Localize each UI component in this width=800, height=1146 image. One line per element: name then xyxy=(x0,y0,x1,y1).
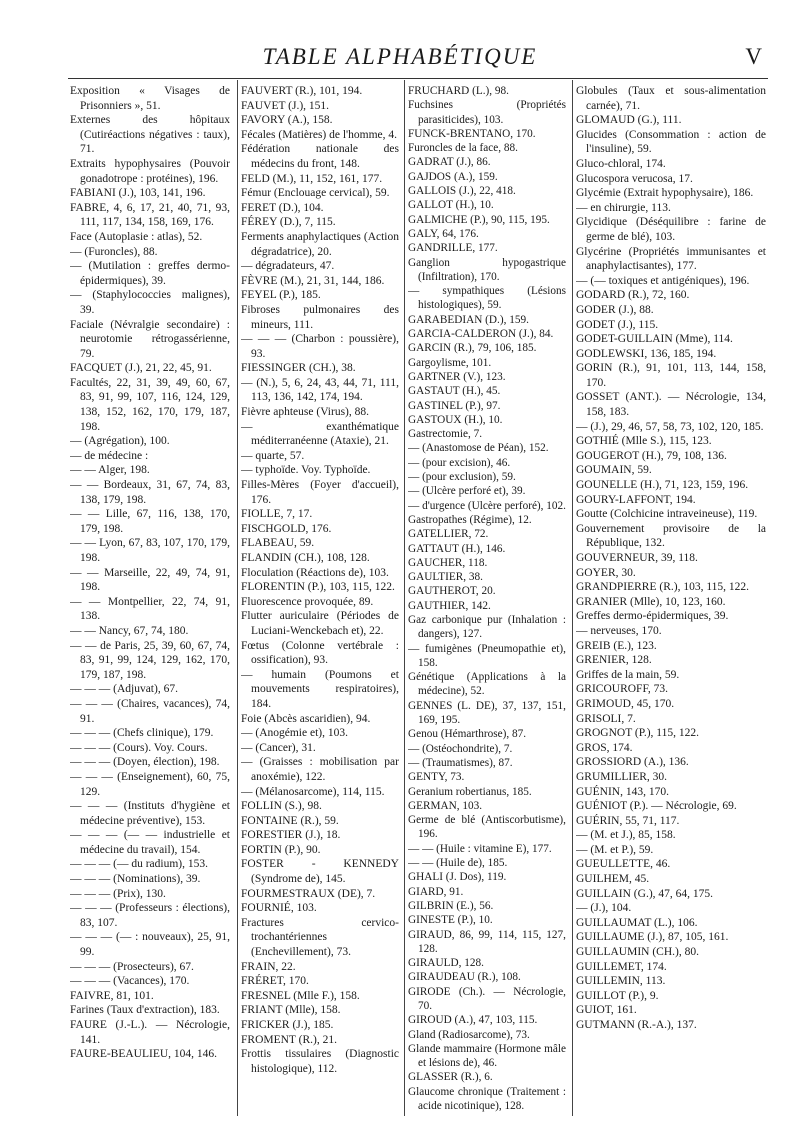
index-entry: — en chirurgie, 113. xyxy=(576,201,671,214)
index-entry: Globules (Taux et sous-alimentation carnée), 71. xyxy=(576,85,766,112)
index-entry: FROMENT (R.), 21. xyxy=(241,1033,337,1046)
index-entry: GODLEWSKI, 136, 185, 194. xyxy=(576,347,717,360)
index-entry: FEYEL (P.), 185. xyxy=(241,289,321,302)
index-entry: — sympathiques (Lésions histologiques), 59. xyxy=(408,285,566,312)
index-entry: Gouvernement provisoire de la République, 132. xyxy=(576,522,766,550)
index-column-3 xyxy=(408,84,566,1116)
index-entry: GLASSER (R.), 6. xyxy=(408,1071,493,1084)
index-entry: — — Lyon, 67, 83, 107, 170, 179, 198. xyxy=(70,537,230,564)
index-entry: — — — (Vacances), 170. xyxy=(70,975,190,988)
index-entry: GODARD (R.), 72, 160. xyxy=(576,289,690,302)
index-entry: GODET (J.), 115. xyxy=(576,318,659,331)
index-entry: GOYER, 30. xyxy=(576,566,636,579)
index-entry: FLANDIN (CH.), 108, 128. xyxy=(241,552,370,564)
index-entry: Geranium robertianus, 185. xyxy=(408,785,532,798)
index-entry: — — — (Chaires, vacances), 74, 91. xyxy=(70,697,230,725)
index-entry: Génétique (Applications à la médecine), 52. xyxy=(408,671,566,698)
index-entry: Fécales (Matières) de l'homme, 4. xyxy=(241,128,397,141)
index-entry: GASTAUT (H.), 45. xyxy=(408,385,501,398)
index-entry: — (J.), 29, 46, 57, 58, 73, 102, 120, 185. xyxy=(576,420,764,433)
index-entry: Externes des hôpitaux (Cutiréactions négatives : taux), 71. xyxy=(70,114,230,156)
index-entry: — (Cancer), 31. xyxy=(241,741,316,754)
index-entry: Glande mammaire (Hormone mâle et lésions de), 46. xyxy=(408,1042,566,1070)
index-entry: — nerveuses, 170. xyxy=(576,624,662,637)
index-entry: GUILLAIN (G.), 47, 64, 175. xyxy=(576,887,714,900)
index-entry: — — — (Doyen, élection), 198. xyxy=(70,756,220,769)
index-entry: GENTY, 73. xyxy=(408,771,465,784)
index-entry: — (M. et P.), 59. xyxy=(576,843,654,856)
index-entry: — (Mutilation : greffes dermo-épidermiques), 39. xyxy=(70,260,230,287)
index-entry: Extraits hypophysaires (Pouvoir gonadotrope : protéines), 196. xyxy=(70,157,230,185)
index-entry: — dégradateurs, 47. xyxy=(241,260,335,273)
index-entry: GOURY-LAFFONT, 194. xyxy=(576,493,696,506)
index-entry: GIRAUDEAU (R.), 108. xyxy=(408,971,521,984)
index-entry: FIOLLE, 7, 17. xyxy=(241,508,313,521)
index-entry: Gargoylisme, 101. xyxy=(408,356,492,369)
header-rule xyxy=(68,78,768,79)
index-entry: GALMICHE (P.), 90, 115, 195. xyxy=(408,213,550,226)
index-entry: Faciale (Névralgie secondaire) : neurotomie rétrogassérienne, 79. xyxy=(70,318,230,360)
index-entry: — — (Huile de), 185. xyxy=(408,857,508,870)
index-entry: — quarte, 57. xyxy=(241,449,305,462)
index-entry: GAUCHER, 118. xyxy=(408,556,488,569)
index-entry: GROGNOT (P.), 115, 122. xyxy=(576,727,699,740)
index-entry: GHALI (J. Dos), 119. xyxy=(408,871,507,884)
index-entry: Gluco-chloral, 174. xyxy=(576,157,666,170)
column-divider xyxy=(237,80,238,1116)
index-entry: Gland (Radiosarcome), 73. xyxy=(408,1028,530,1041)
index-entry: Glucides (Consommation : action de l'insuline), 59. xyxy=(576,128,766,156)
index-entry: GIRODE (Ch.). — Nécrologie, 70. xyxy=(408,985,566,1012)
index-column-1 xyxy=(70,84,230,1116)
index-entry: — (Ostéochondrite), 7. xyxy=(408,742,513,755)
index-entry: — — — (Prix), 130. xyxy=(70,887,166,900)
index-entry: FRICKER (J.), 185. xyxy=(241,1019,334,1031)
index-entry: GRANIER (Mlle), 10, 123, 160. xyxy=(576,595,726,608)
index-entry: GIRAUD, 86, 99, 114, 115, 127, 128. xyxy=(408,928,566,955)
index-entry: Glycémie (Extrait hypophysaire), 186. xyxy=(576,187,754,200)
index-entry: — (Staphylococcies malignes), 39. xyxy=(70,289,230,316)
index-entry: FOLLIN (S.), 98. xyxy=(241,800,322,813)
index-entry: GAULTIER, 38. xyxy=(408,571,483,584)
index-entry: GAUTHEROT, 20. xyxy=(408,585,496,598)
index-entry: FLABEAU, 59. xyxy=(241,537,315,550)
index-entry: — (Traumatismes), 87. xyxy=(408,756,513,769)
index-entry: — — Lille, 67, 116, 138, 170, 179, 198. xyxy=(70,508,230,535)
index-entry: — — (Huile : vitamine E), 177. xyxy=(408,842,552,855)
index-entry: — — — (Enseignement), 60, 75, 129. xyxy=(70,770,230,798)
index-entry: FAUVET (J.), 151. xyxy=(241,99,330,112)
index-entry: — (pour excision), 46. xyxy=(408,456,511,469)
index-entry: GENNES (L. DE), 37, 137, 151, 169, 195. xyxy=(408,699,566,727)
index-entry: — — — (Prosecteurs), 67. xyxy=(70,960,194,973)
index-entry: GOTHIÉ (Mlle S.), 115, 123. xyxy=(576,435,712,448)
index-entry: GOUGEROT (H.), 79, 108, 136. xyxy=(576,449,727,462)
index-entry: — (M. et J.), 85, 158. xyxy=(576,829,676,842)
index-entry: Floculation (Réactions de), 103. xyxy=(241,566,389,579)
index-entry: GALY, 64, 176. xyxy=(408,227,479,240)
index-entry: Furoncles de la face, 88. xyxy=(408,142,518,155)
index-entry: FRIANT (Mlle), 158. xyxy=(241,1004,341,1017)
index-entry: FORESTIER (J.), 18. xyxy=(241,829,341,842)
page-title: TABLE ALPHABÉTIQUE xyxy=(262,44,538,69)
index-entry: FABIANI (J.), 103, 141, 196. xyxy=(70,187,206,200)
index-entry: — (Mélanosarcome), 114, 115. xyxy=(241,785,385,798)
index-entry: Glucospora verucosa, 17. xyxy=(576,172,693,185)
index-entry: FAURE (J.-L.). — Nécrologie, 141. xyxy=(70,1019,230,1046)
index-entry: FELD (M.), 11, 152, 161, 177. xyxy=(241,172,383,185)
index-entry: — — Bordeaux, 31, 67, 74, 83, 138, 179, 198. xyxy=(70,479,230,506)
index-entry: — (Furoncles), 88. xyxy=(70,245,158,258)
index-entry: GUILHEM, 45. xyxy=(576,873,650,886)
index-entry: — — — (Cours). Voy. Cours. xyxy=(70,741,208,754)
index-entry: GRICOUROFF, 73. xyxy=(576,683,669,696)
index-entry: GARCIA-CALDERON (J.), 84. xyxy=(408,328,554,341)
index-entry: GARCIN (R.), 79, 106, 185. xyxy=(408,342,537,355)
index-entry: GUTMANN (R.-A.), 137. xyxy=(576,1019,697,1031)
index-entry: GAJDOS (A.), 159. xyxy=(408,170,498,183)
index-entry: GINESTE (P.), 10. xyxy=(408,914,493,927)
index-entry: Fœtus (Colonne vertébrale : ossification), 93. xyxy=(241,639,399,667)
index-entry: FAVORY (A.), 158. xyxy=(241,114,333,127)
index-entry: GUÉNIN, 143, 170. xyxy=(576,785,669,798)
index-entry: Glycérine (Propriétés immunisantes et anaphylactisantes), 177. xyxy=(576,245,766,273)
index-entry: GOSSET (ANT.). — Nécrologie, 134, 158, 183. xyxy=(576,391,766,419)
index-entry: GATELLIER, 72. xyxy=(408,528,489,541)
index-entry: GUÉRIN, 55, 71, 117. xyxy=(576,814,680,827)
index-entry: GAUTHIER, 142. xyxy=(408,599,491,612)
index-entry: GRANDPIERRE (R.), 103, 115, 122. xyxy=(576,581,750,594)
index-column-2 xyxy=(241,84,399,1116)
index-entry: Gastropathes (Régime), 12. xyxy=(408,513,532,526)
index-entry: GUILLAUMAT (L.), 106. xyxy=(576,916,698,929)
index-entry: — (Anogémie et), 103. xyxy=(241,727,348,740)
index-entry: GIROUD (A.), 47, 103, 115. xyxy=(408,1014,538,1027)
index-entry: Fluorescence provoquée, 89. xyxy=(241,595,374,608)
index-entry: GLOMAUD (G.), 111. xyxy=(576,114,682,127)
index-entry: GREIB (E.), 123. xyxy=(576,639,657,652)
column-divider xyxy=(404,80,405,1116)
index-entry: GROSSIORD (A.), 136. xyxy=(576,756,689,769)
index-entry: Face (Autoplasie : atlas), 52. xyxy=(70,230,203,243)
index-entry: — — — (Nominations), 39. xyxy=(70,873,201,886)
index-entry: — — — (Chefs clinique), 179. xyxy=(70,727,214,740)
index-entry: Facultés, 22, 31, 39, 49, 60, 67, 83, 91, 99, 107, 116, 124, 129, 138, 152, 162, 170, 179, 187, 198. xyxy=(70,376,230,433)
index-entry: — (Graisses : mobilisation par anoxémie), 122. xyxy=(241,756,399,783)
index-entry: — — — (— — industrielle et médecine du travail), 154. xyxy=(70,829,230,856)
index-entry: GIRAULD, 128. xyxy=(408,957,484,970)
index-entry: GORIN (R.), 91, 101, 113, 144, 158, 170. xyxy=(576,362,766,389)
index-entry: FOURNIÉ, 103. xyxy=(241,902,317,915)
index-entry: Farines (Taux d'extraction), 183. xyxy=(70,1004,220,1017)
index-entry: GUEULLETTE, 46. xyxy=(576,858,671,871)
index-entry: GERMAN, 103. xyxy=(408,799,483,812)
index-entry: GUILLAUMIN (CH.), 80. xyxy=(576,946,699,959)
index-entry: GIARD, 91. xyxy=(408,885,464,898)
index-entry: FLORENTIN (P.), 103, 115, 122. xyxy=(241,581,395,594)
index-entry: — (N.), 5, 6, 24, 43, 44, 71, 111, 113, 136, 142, 174, 194. xyxy=(241,376,399,404)
index-entry: FUNCK-BRENTANO, 170. xyxy=(408,127,536,140)
index-entry: FOSTER - KENNEDY (Syndrome de), 145. xyxy=(241,858,399,886)
index-entry: — — — (— : nouveaux), 25, 91, 99. xyxy=(70,931,230,959)
index-entry: FONTAINE (R.), 59. xyxy=(241,814,339,827)
index-entry: Fièvre aphteuse (Virus), 88. xyxy=(241,406,370,419)
index-entry: Genou (Hémarthrose), 87. xyxy=(408,728,527,741)
index-entry: GOUNELLE (H.), 71, 123, 159, 196. xyxy=(576,479,749,492)
index-entry: — exanthématique méditerranéenne (Ataxie), 21. xyxy=(241,420,399,448)
index-entry: — (Anastomose de Péan), 152. xyxy=(408,442,549,455)
index-entry: FIESSINGER (CH.), 38. xyxy=(241,362,356,375)
index-entry: FORTIN (P.), 90. xyxy=(241,843,321,856)
index-entry: — — Alger, 198. xyxy=(70,464,150,477)
index-entry: GUIOT, 161. xyxy=(576,1004,637,1017)
index-entry: FOURMESTRAUX (DE), 7. xyxy=(241,887,376,900)
index-entry: Glaucome chronique (Traitement : acide nicotinique), 128. xyxy=(408,1085,566,1113)
index-entry: — (J.), 104. xyxy=(576,902,632,915)
index-entry: FABRE, 4, 6, 17, 21, 40, 71, 93, 111, 117, 134, 158, 169, 176. xyxy=(70,201,230,229)
index-entry: — — — (Professeurs : élections), 83, 107. xyxy=(70,902,230,929)
index-entry: Ganglion hypogastrique (Infiltration), 170. xyxy=(408,256,566,283)
index-entry: — — — (Adjuvat), 67. xyxy=(70,683,178,696)
index-entry: — humain (Poumons et mouvements respiratoires), 184. xyxy=(241,668,399,710)
index-entry: GROS, 174. xyxy=(576,741,633,754)
index-entry: FRAIN, 22. xyxy=(241,960,296,973)
index-entry: FRESNEL (Mlle F.), 158. xyxy=(241,989,360,1002)
index-entry: GALLOIS (J.), 22, 418. xyxy=(408,185,516,198)
index-entry: GODER (J.), 88. xyxy=(576,303,654,316)
index-entry: FISCHGOLD, 176. xyxy=(241,522,332,535)
index-entry: FÈVRE (M.), 21, 31, 144, 186. xyxy=(241,274,385,287)
index-entry: — (pour exclusion), 59. xyxy=(408,471,516,484)
index-entry: FAIVRE, 81, 101. xyxy=(70,989,154,1002)
index-entry: — — Marseille, 22, 49, 74, 91, 198. xyxy=(70,566,230,594)
index-entry: GOUVERNEUR, 39, 118. xyxy=(576,552,698,564)
index-entry: FRÉRET, 170. xyxy=(241,975,309,988)
index-entry: — — Montpellier, 22, 74, 91, 138. xyxy=(70,595,230,623)
index-entry: Greffes dermo-épidermiques, 39. xyxy=(576,610,729,623)
index-entry: FRUCHARD (L.), 98. xyxy=(408,85,509,97)
index-entry: GRENIER, 128. xyxy=(576,654,652,667)
index-entry: Ferments anaphylactiques (Action dégradatrice), 20. xyxy=(241,230,399,258)
index-entry: Fémur (Enclouage cervical), 59. xyxy=(241,187,390,200)
index-entry: — d'urgence (Ulcère perforé), 102. xyxy=(408,499,566,512)
page-header xyxy=(0,44,800,74)
index-entry: FACQUET (J.), 21, 22, 45, 91. xyxy=(70,362,212,375)
index-entry: Gaz carbonique pur (Inhalation : dangers), 127. xyxy=(408,613,566,641)
index-entry: GILBRIN (E.), 56. xyxy=(408,899,494,912)
index-entry: Fractures cervico-trochantériennes (Enchevillement), 73. xyxy=(241,916,399,959)
index-entry: GRIMOUD, 45, 170. xyxy=(576,697,675,710)
index-entry: GARABEDIAN (D.), 159. xyxy=(408,313,529,326)
index-entry: — — — (Instituts d'hygiène et médecine préventive), 153. xyxy=(70,800,230,827)
index-entry: GUILLEMIN, 113. xyxy=(576,975,666,988)
index-entry: — (— toxiques et antigéniques), 196. xyxy=(576,274,750,287)
index-entry: GOUMAIN, 59. xyxy=(576,464,652,477)
index-entry: GATTAUT (H.), 146. xyxy=(408,542,506,555)
index-entry: GADRAT (J.), 86. xyxy=(408,156,491,169)
index-entry: Fuchsines (Propriétés parasiticides), 103. xyxy=(408,99,566,126)
index-entry: Foie (Abcès ascaridien), 94. xyxy=(241,712,371,725)
index-entry: GASTINEL (P.), 97. xyxy=(408,399,501,412)
index-entry: FAUVERT (R.), 101, 194. xyxy=(241,85,363,97)
index-entry: — (Agrégation), 100. xyxy=(70,435,170,448)
index-entry: Filles-Mères (Foyer d'accueil), 176. xyxy=(241,479,399,506)
page-number: V xyxy=(745,44,762,69)
index-entry: — — — (— du radium), 153. xyxy=(70,858,208,871)
index-entry: Fédération nationale des médecins du front, 148. xyxy=(241,143,399,170)
index-entry: GODET-GUILLAIN (Mme), 114. xyxy=(576,333,733,346)
index-column-4 xyxy=(576,84,766,1116)
index-entry: FAURE-BEAULIEU, 104, 146. xyxy=(70,1048,218,1061)
index-entry: — de médecine : xyxy=(70,449,149,462)
index-entry: Gastrectomie, 7. xyxy=(408,428,483,441)
index-entry: Germe de blé (Antiscorbutisme), 196. xyxy=(408,814,566,841)
index-entry: Goutte (Colchicine intraveineuse), 119. xyxy=(576,508,758,521)
index-entry: GANDRILLE, 177. xyxy=(408,242,498,255)
index-entry: GRUMILLIER, 30. xyxy=(576,770,668,783)
index-entry: — typhoïde. Voy. Typhoïde. xyxy=(241,464,371,477)
index-entry: — — — (Charbon : poussière), 93. xyxy=(241,333,399,360)
index-entry: Griffes de la main, 59. xyxy=(576,668,680,681)
index-entry: GASTOUX (H.), 10. xyxy=(408,413,503,426)
index-entry: — — de Paris, 25, 39, 60, 67, 74, 83, 91, 99, 124, 129, 162, 170, 179, 187, 198. xyxy=(70,639,230,681)
index-entry: GALLOT (H.), 10. xyxy=(408,199,494,212)
index-entry: Fibroses pulmonaires des mineurs, 111. xyxy=(241,303,399,331)
index-entry: FERET (D.), 104. xyxy=(241,201,324,214)
index-entry: GUILLAUME (J.), 87, 105, 161. xyxy=(576,931,729,944)
index-entry: GUILLOT (P.), 9. xyxy=(576,989,659,1002)
index-entry: GARTNER (V.), 123. xyxy=(408,370,506,383)
index-entry: Frottis tissulaires (Diagnostic histologique), 112. xyxy=(241,1048,399,1075)
column-divider xyxy=(572,80,573,1116)
index-entry: GUILLEMET, 174. xyxy=(576,960,667,973)
index-entry: Flutter auriculaire (Périodes de Luciani-Wenckebach et), 22. xyxy=(241,610,399,637)
index-entry: — (Ulcère perforé et), 39. xyxy=(408,485,526,498)
index-entry: FÉREY (D.), 7, 115. xyxy=(241,216,336,229)
index-entry: GUÉNIOT (P.). — Nécrologie, 69. xyxy=(576,800,737,813)
index-entry: Exposition « Visages de Prisonniers », 51. xyxy=(70,85,230,112)
index-entry: Glycidique (Déséquilibre : farine de germe de blé), 103. xyxy=(576,216,766,243)
index-entry: GRISOLI, 7. xyxy=(576,712,636,725)
index-entry: — fumigènes (Pneumopathie et), 158. xyxy=(408,642,566,669)
index-entry: — — Nancy, 67, 74, 180. xyxy=(70,624,189,637)
